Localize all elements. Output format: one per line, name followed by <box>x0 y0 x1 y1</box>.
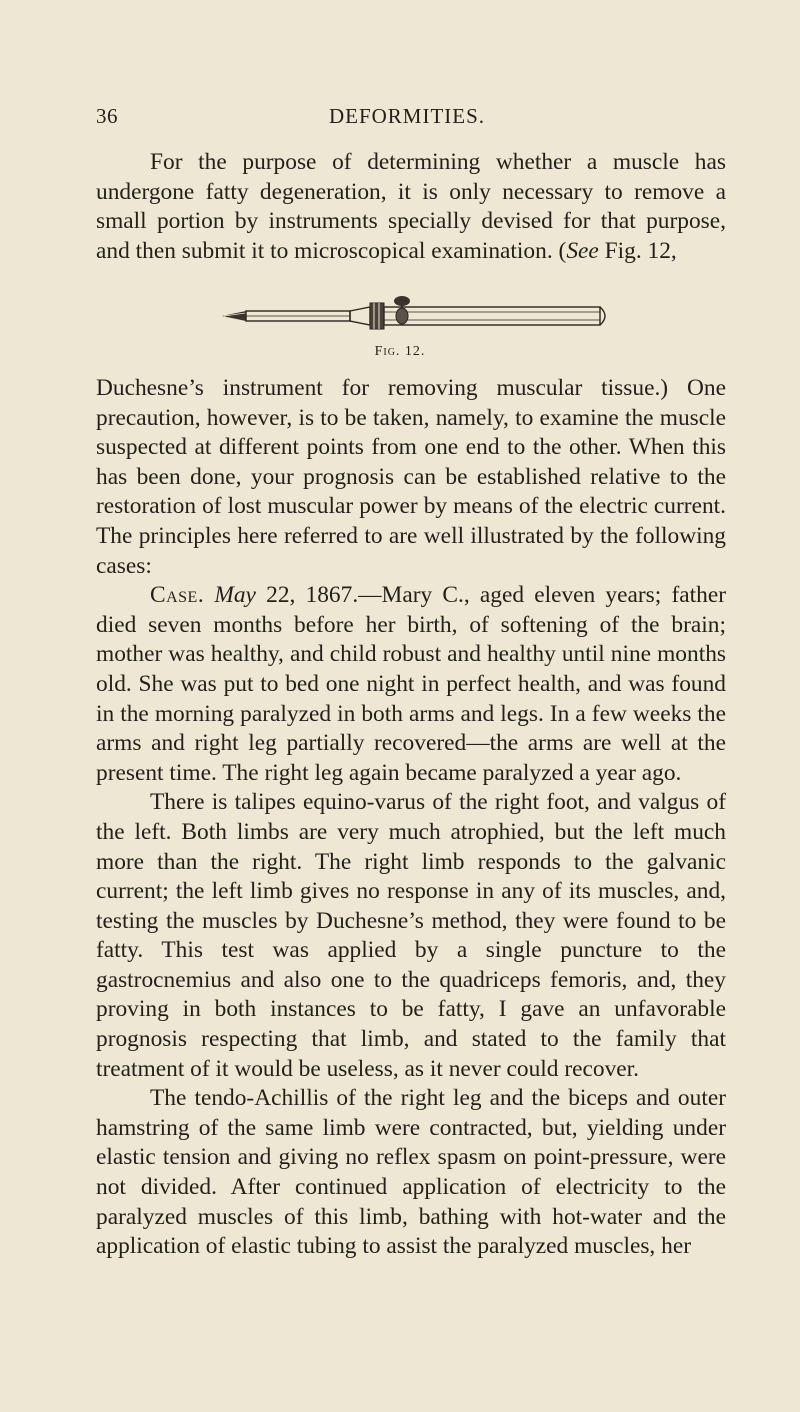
page-number: 36 <box>96 104 118 128</box>
case-paragraph <box>96 581 726 788</box>
case-text: 22, 1867.—Mary C., aged eleven years; father died seven months before her birth, of softening of the brain; mother was healthy, and child robust and healthy until nine months old. She was put to bed one night in perfect health, and was found in the morning paralyzed in both arms and legs. In a few weeks the arms and right leg partially recovered—the arms are well at the present time. The right leg again became paralyzed a year ago. <box>96 582 726 786</box>
paragraph-1-text: For the purpose of determining whether a muscle has undergone fatty degeneration, it is only necessary to remove a small portion by instruments specially devised for that purpose, and then submit it to microscopical examination. ( <box>96 149 726 264</box>
paragraph-3: There is talipes equino-varus of the right foot, and valgus of the left. Both limbs are very much atrophied, but the left much more than the right. The right limb responds to the galvanic current; the left limb gives no response in any of its muscles, and, testing the muscles by Duchesne’s method, they were found to be fatty. This test was applied by a single puncture to the gastrocnemius and also one to the quadriceps femoris, and, they proving in both instances to be fatty, I gave an unfavorable prognosis respecting that limb, and stated to the family that treatment of it would be useless, as it never could recover. <box>96 789 726 1082</box>
duchesne-instrument-illustration <box>220 292 610 336</box>
figure-caption: Fig. 12. <box>374 344 426 359</box>
paragraph-1-end: Fig. 12, <box>598 237 677 264</box>
paragraph-2: Duchesne’s instrument for removing muscular tissue.) One precaution, however, is to be taken, namely, to examine the muscle suspected at different points from one end to the other. When this has been done, your prognosis can be established relative to the restoration of lost muscular power by means of the electric current. The principles here referred to are well illustrated by the following cases: <box>96 375 726 579</box>
text-block-top <box>96 148 726 266</box>
see-reference: See <box>566 237 599 264</box>
text-block-main <box>96 374 726 1262</box>
running-head: DEFORMITIES. <box>328 104 486 128</box>
paragraph-4: The tendo-Achillis of the right leg and the biceps and outer hamstring of the same limb were contracted, but, yielding under elastic tension and giving no reflex spasm on point-pressure, were not divided. After continued application of electricity to the paralyzed muscles of this limb, bathing with hot-water and the application of elastic tubing to assist the paralyzed muscles, her <box>96 1085 726 1260</box>
case-date-month: May <box>214 582 256 609</box>
paragraph-1 <box>96 148 726 266</box>
page-header <box>96 104 718 134</box>
case-label: Case. <box>150 582 205 609</box>
